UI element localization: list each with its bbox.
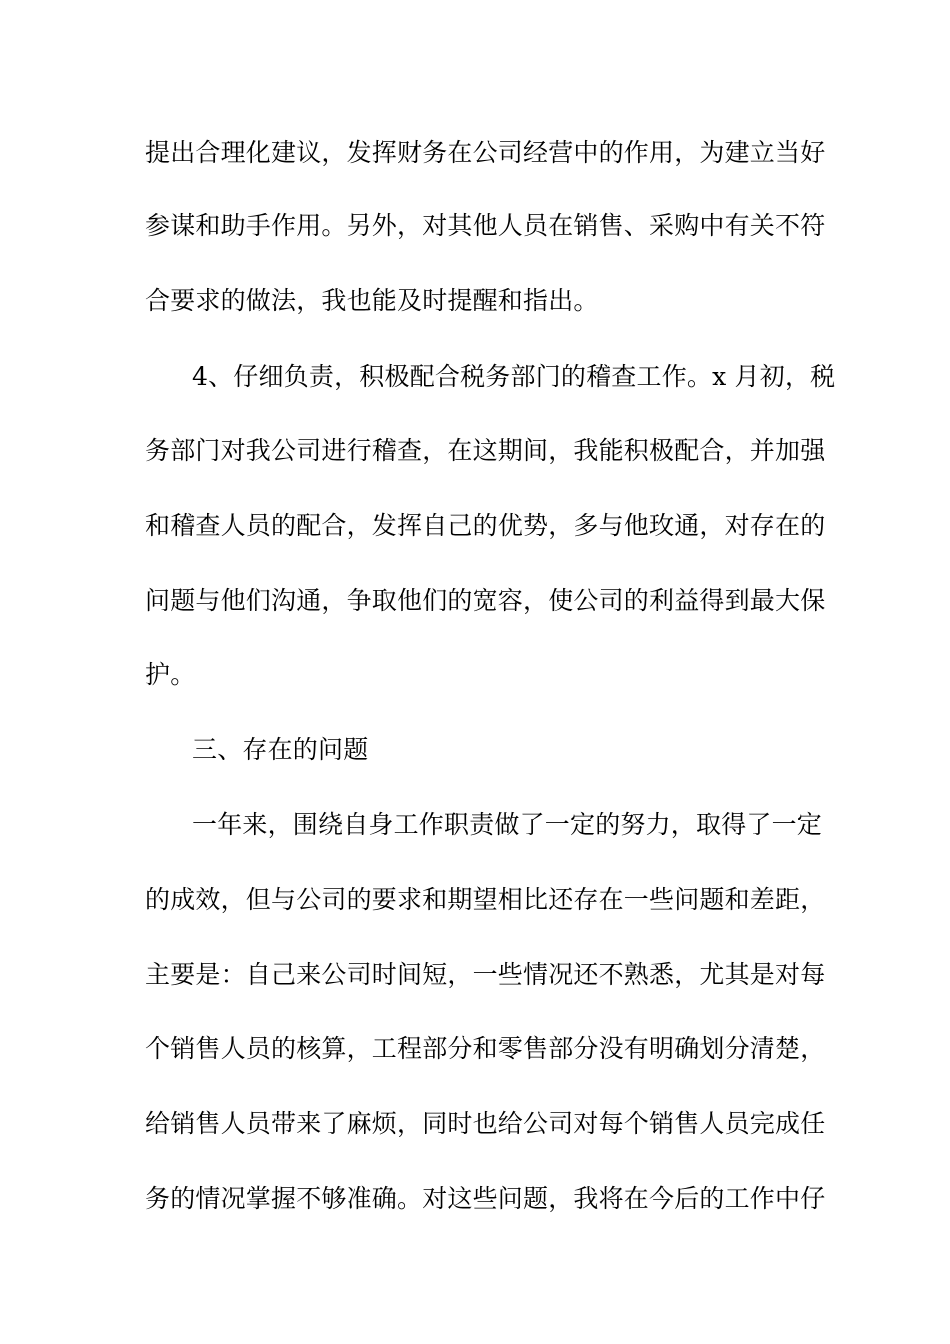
text-line: 务的情况掌握不够准确。对这些问题，我将在今后的工作中仔 bbox=[145, 1184, 826, 1213]
text-line: 护。 bbox=[145, 660, 196, 689]
text-line: 个销售人员的核算，工程部分和零售部分没有明确划分清楚， bbox=[145, 1034, 826, 1063]
paragraph-first-line: 一年来，围绕自身工作职责做了一定的努力，取得了一定 bbox=[192, 810, 823, 839]
text-line: 问题与他们沟通，争取他们的宽容，使公司的利益得到最大保 bbox=[145, 586, 826, 615]
text-line: 和稽查人员的配合，发挥自己的优势，多与他玫通，对存在的 bbox=[145, 511, 826, 540]
section-heading: 三、存在的问题 bbox=[192, 735, 369, 764]
text-line: 的成效，但与公司的要求和期望相比还存在一些问题和差距， bbox=[145, 885, 826, 914]
text-line: 务部门对我公司进行稽查，在这期间，我能积极配合，并加强 bbox=[145, 436, 826, 465]
text-line: 合要求的做法，我也能及时提醒和指出。 bbox=[145, 286, 599, 315]
text-line: 主要是：自己来公司时间短，一些情况还不熟悉，尤其是对每 bbox=[145, 960, 826, 989]
paragraph-first-line: 4、仔细负责，积极配合税务部门的稽查工作。x 月初，税 bbox=[192, 362, 836, 391]
text-line: 提出合理化建议，发挥财务在公司经营中的作用，为建立当好 bbox=[145, 138, 826, 167]
text-line: 给销售人员带来了麻烦，同时也给公司对每个销售人员完成任 bbox=[145, 1109, 826, 1138]
text-line: 参谋和助手作用。另外，对其他人员在销售、采购中有关不符 bbox=[145, 211, 826, 240]
